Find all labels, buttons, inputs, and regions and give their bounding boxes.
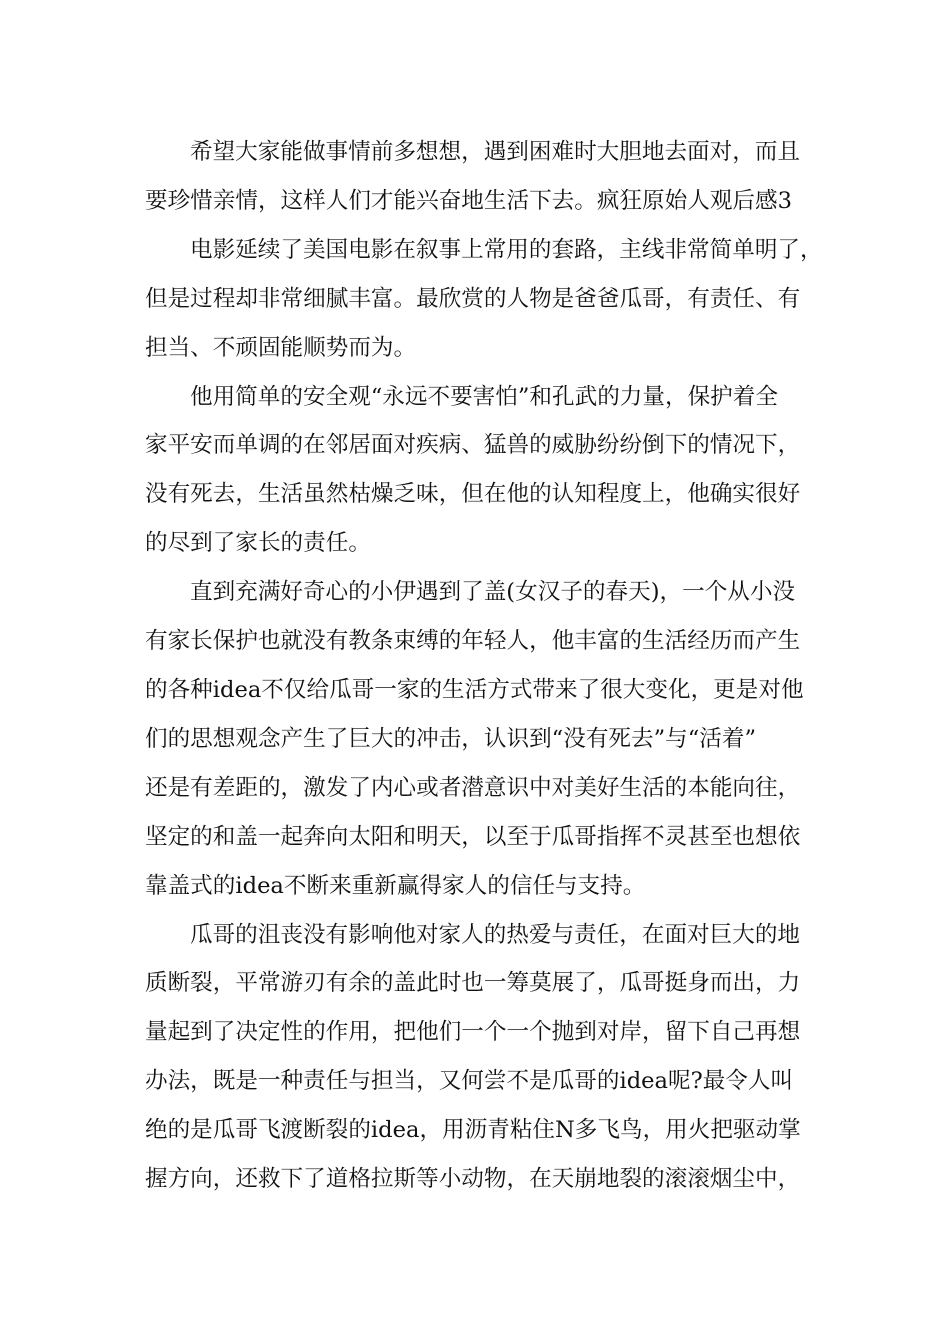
text-line: 握方向，还救下了道格拉斯等小动物，在天崩地裂的滚滚烟尘中， [145,1166,801,1193]
text-line: 坚定的和盖一起奔向太阳和明天，以至于瓜哥指挥不灵甚至也想依 [145,823,801,850]
text-line: 没有死去，生活虽然枯燥乏味，但在他的认知程度上，他确实很好 [145,481,801,508]
paragraph-5 [145,911,825,1204]
text-line: 直到充满好奇心的小伊遇到了盖(女汉子的春天)，一个从小没 [190,579,796,606]
text-line: 办法，既是一种责任与担当，又何尝不是瓜哥的idea呢?最令人叫 [145,1068,794,1095]
text-line: 但是过程却非常细腻丰富。最欣赏的人物是爸爸瓜哥，有责任、有 [145,285,801,312]
text-line: 还是有差距的，激发了内心或者潜意识中对美好生活的本能向往， [145,774,801,801]
text-line: 的尽到了家长的责任。 [145,530,371,557]
text-line: 量起到了决定性的作用，把他们一个一个抛到对岸，留下自己再想 [145,1019,801,1046]
paragraph-1 [145,128,825,226]
document-body [145,128,825,1204]
text-line: 绝的是瓜哥飞渡断裂的idea，用沥青粘住N多飞鸟，用火把驱动掌 [145,1117,801,1144]
text-line: 质断裂，平常游刃有余的盖此时也一筹莫展了，瓜哥挺身而出，力 [145,970,801,997]
paragraph-2 [145,226,825,373]
text-line: 要珍惜亲情，这样人们才能兴奋地生活下去。疯狂原始人观后感3 [145,187,792,214]
text-line: 瓜哥的沮丧没有影响他对家人的热爱与责任，在面对巨大的地 [190,921,801,948]
text-line: 希望大家能做事情前多想想，遇到困难时大胆地去面对，而且 [190,139,801,165]
text-line: 他用简单的安全观“永远不要害怕”和孔武的力量，保护着全 [190,383,778,410]
text-line: 担当、不顽固能顺势而为。 [145,334,417,361]
text-line: 的各种idea不仅给瓜哥一家的生活方式带来了很大变化，更是对他 [145,676,804,703]
text-line: 靠盖式的idea不断来重新赢得家人的信任与支持。 [145,872,646,899]
text-line: 们的思想观念产生了巨大的冲击，认识到“没有死去”与“活着” [145,725,757,752]
text-line: 家平安而单调的在邻居面对疾病、猛兽的威胁纷纷倒下的情况下， [145,432,801,459]
paragraph-4 [145,568,825,910]
text-line: 电影延续了美国电影在叙事上常用的套路，主线非常简单明了， [190,236,823,263]
paragraph-3 [145,373,825,569]
text-line: 有家长保护也就没有教条束缚的年轻人，他丰富的生活经历而产生 [145,628,801,655]
